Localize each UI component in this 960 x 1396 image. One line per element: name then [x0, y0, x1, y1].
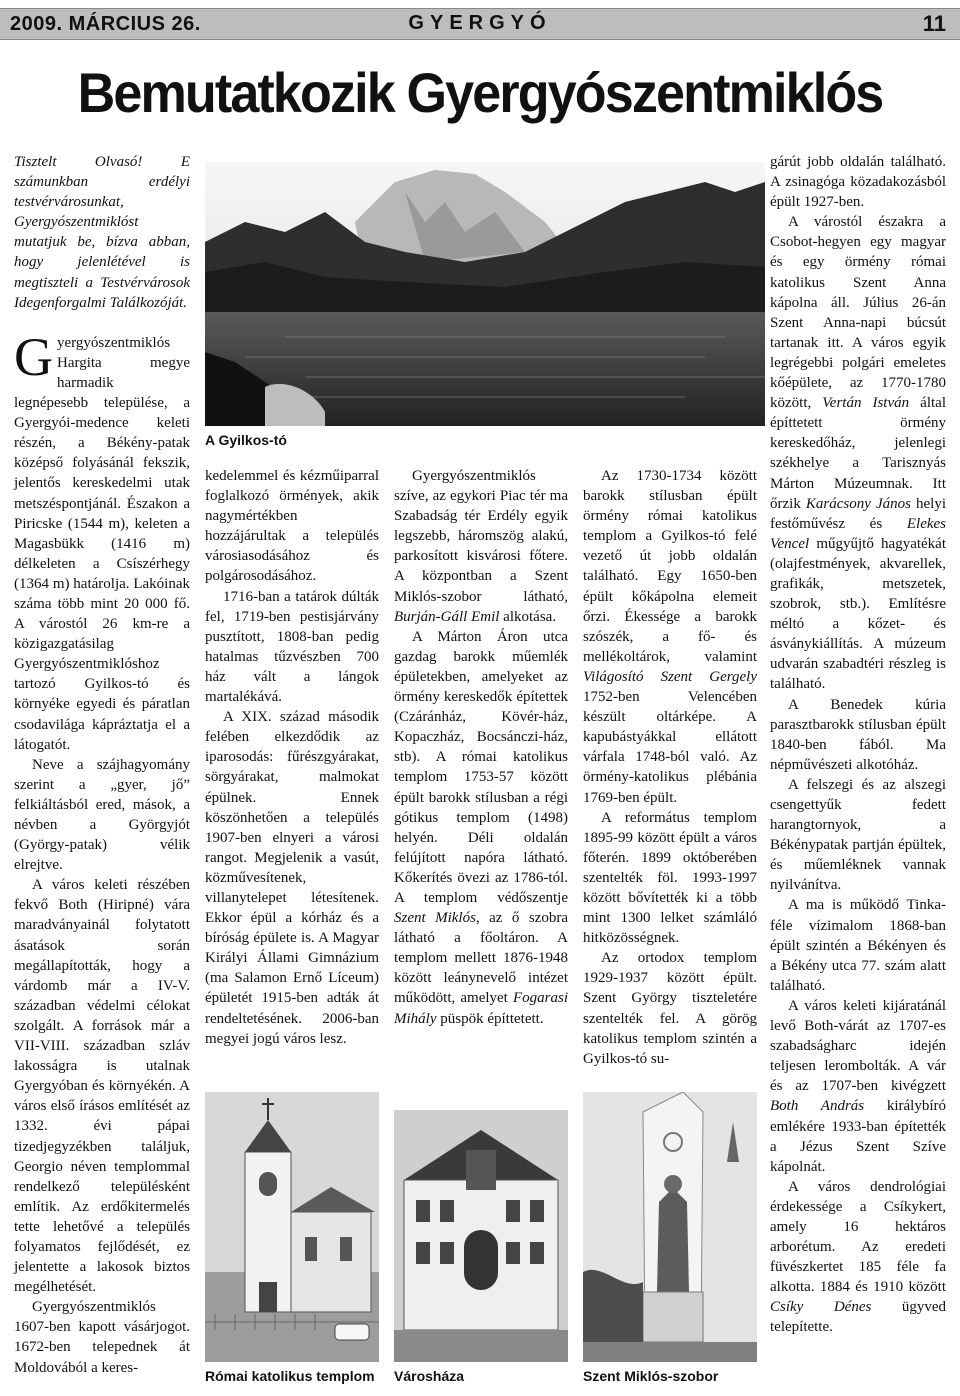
article-text: által építtetett örmény kereskedőház, jelenlegi székhelye a Tarisznyás Márton Múzeumnak. Itt őrzik [770, 395, 946, 512]
article-paragraph: A ma is működő Tinka-féle vízimalom 1868-ban épült szintén a Békényen és a Békény utca 77. szám alatt található. [770, 897, 946, 994]
article-text: püspök építtetett. [440, 1010, 544, 1027]
townhall-photo [394, 1110, 568, 1362]
page-header [0, 0, 960, 44]
article-text: , az ő szobra látható a főoltáron. A templom mellett 1876-1948 között leánynevelő intézet működött, amelyet [394, 910, 568, 1007]
church-photo-icon [205, 1092, 379, 1362]
person-name: Vertán István [822, 395, 910, 412]
article-paragraph: A Benedek kúria parasztbarokk stílusban épült 1840-ben fából. Ma népművészeti alkotóház. [770, 696, 946, 773]
statue-caption: Szent Miklós-szobor [583, 1368, 719, 1384]
townhall-photo-icon [394, 1110, 568, 1362]
page-number: 11 [922, 11, 946, 36]
church-photo [205, 1092, 379, 1362]
paper-name: GYERGYÓ [408, 12, 552, 34]
column-1 [14, 152, 190, 1378]
article-paragraph: 1716-ban a tatárok dúlták fel, 1719-ben pestisjárvány pusztított, 1808-ban pedig hatalmas tűzvészben 700 ház vált a lángok martalékává. [205, 588, 379, 706]
article-paragraph: A református templom 1895-99 között épült a város főterén. 1899 októberében szentelték föl. 1993-1997 között bővítették ki a több mint 1300 lelket számláló hitközösségnek. [583, 809, 757, 947]
article-text: alkotása. [503, 608, 557, 625]
headline: Bemutatkozik Gyergyószentmiklós [77, 61, 883, 124]
article-paragraph [770, 1177, 946, 1338]
column-5 [770, 152, 946, 1338]
article-paragraph: Az ortodox templom 1929-1937 között épült. Szent György tiszteletére szentelték fel. A görög katolikus templom szintén a Gyilkos-tó su- [583, 950, 757, 1067]
article-paragraph [394, 466, 568, 627]
column-2 [205, 466, 379, 1049]
person-name: Karácsony János [805, 495, 911, 512]
article-paragraph [14, 326, 190, 755]
lake-caption: A Gyilkos-tó [205, 432, 287, 448]
column-3 [394, 466, 568, 1029]
article-paragraph: A felszegi és az alszegi csengettyűk fedett harangtornyok, a Békénypatak partján épültek, és műemléknek vannak nyilvánítva. [770, 776, 946, 894]
person-name: Elekes Vencel [770, 515, 946, 552]
column-4 [583, 466, 757, 1069]
article-paragraph: kedelemmel és kézműiparral foglalkozó örmények, akik nagymértékben hozzájárultak a település városiasodásához és polgárosodásához. [205, 468, 379, 585]
article-paragraph: Neve a szájhagyomány szerint a „gyer, jő” felkiáltásból ered, mások, a névben a Györgyjót (György-patak) vélik elrejtve. [14, 756, 190, 874]
article-paragraph [770, 212, 946, 694]
article-text: ügyved telepítette. [770, 1299, 947, 1336]
issue-date: 2009. MÁRCIUS 26. [10, 13, 201, 35]
saint-name: Világosító Szent Gergely [583, 668, 757, 685]
article-paragraph [583, 466, 757, 808]
article-text: A város keleti kijáratánál levő Both-várát az 1707-es szabadságharc idején teljesen lerombolták. A vár és az 1707-ben kivégzett [770, 997, 946, 1095]
article-text: A város dendrológiai érdekessége a Csíkykert, amely 16 hektáros arborétum. Az eredeti füvészkertet 185 féle fa alkotta. 1884 és 1910 között [770, 1178, 946, 1296]
article-paragraph: A város keleti részében fekvő Both (Hiripné) vára maradványainál folytatott ásatások során megállapították, hogy a várdomb már a IV-V. században védelmi célokat szolgált. A források már a VII-VIII. században szláv lakosságra is utalnak Gyergyóban és környékén. A város első írásos említését az 1332. évi pápai tizedjegyzékben találjuk, Georgio néven templommal rendelkező településként említik. Az erdőkitermelés tette lehetővé a település folyamatos fejlődését, ez jelentette a lakosok biztos megélhetését. [14, 877, 190, 1296]
article-text: A Márton Áron utca gazdag barokk műemlék épületekben, amelyeket az örmény kereskedők építettek (Czáránház, Kövér-ház, Kopaczház, Bocsánczi-ház, stb). A római katolikus templom 1753-57 között épült barokk stílusban a régi gótikus templom (1498) helyén. Déli oldalán felújított napóra látható. Kőkerítés övezi az 1786-tól. A templom védőszentje [394, 628, 568, 906]
intro-text: Tisztelt Olvasó! E számunkban erdélyi testvérvárosunkat, Gyergyószentmiklóst mutatjuk be, bízva abban, hogy jelenlétével is megtiszteli a Testvérvárosok Idegenforgalmi Találkozóját. [14, 154, 190, 311]
townhall-caption: Városháza [394, 1368, 465, 1384]
person-name: Csíky Dénes [770, 1299, 872, 1316]
drop-cap: G [14, 326, 53, 387]
article-text: helyi festőművész és [770, 495, 947, 532]
saint-name: Szent Miklós [394, 910, 476, 927]
article-text: 1752-ben Velencében készült oltárképe. A kapubástyákkal ellátott várfala 1748-ból való. Az örmény-katolikus plébánia 1769-ben épült. [583, 689, 757, 806]
person-name: Burján-Gáll Emil [394, 608, 500, 625]
article-paragraph: A XIX. század második felében elkezdődik az iparosodás: fűrészgyárakat, sörgyárakat, malmokat épülnek. Ennek köszönhetően a település 1907-ben elnyeri a városi rangot. Megjelenik a vasút, közművesítenek, villanytelepet létesítenek. Ekkor épül a kórház és a bíróság épülete is. A Magyar Királyi Állami Gimnázium (ma Salamon Ernő Líceum) épületét 1915-ben adták át rendeltetésének. 2006-ban megyei jogú város lesz. [205, 709, 379, 1047]
statue-photo-icon [583, 1092, 757, 1362]
article-text: yergyószentmiklós Hargita megye harmadik legnépesebb települése, a Gyergyói-medence keleti részén, a Békény-patak középső folyásánál fekszik, jelentős kereskedelmi utak metszéspontjánál. Északon a Piricske (1544 m), keleten a Magasbükk (1416 m) délkeleten a Csíszérhegy (1364 m) határolja. Lakóinak száma több mint 20 000 fő. A várostól 26 km-re a közigazgatásilag Gyergyószentmiklóshoz tartozó Gyilkos-tó és környéke egyedi és páratlan csodavilága kápráztatja el a látogatót. [14, 334, 190, 753]
lake-photo-icon [205, 162, 765, 426]
article-paragraph [394, 627, 568, 1029]
article-paragraph [770, 996, 946, 1177]
article-text: A várostól északra a Csobot-hegyen egy magyar és egy örmény római katolikus Szent Anna kápolna áll. Július 26-án Szent Anna-napi búcsút tartanak itt. A város egyik legrégebbi polgári emeletes kőépülete, az 1770-1780 között, [770, 214, 946, 412]
article-text: királybíró emlékére 1933-ban építették a Jézus Szent Szíve kápolnát. [770, 1098, 946, 1175]
person-name: Fogarasi Mihály [394, 990, 568, 1027]
church-caption: Római katolikus templom [205, 1368, 375, 1384]
article-text: Gyergyószentmiklós szíve, az egykori Piac tér ma Szabadság tér Erdély egyik legszebb, háromszög alakú, parkosított kisvárosi főtere. A központban a Szent Miklós-szobor látható, [394, 468, 568, 605]
article-text: műgyűjtő hagyatékát (olajfestmények, akvarellek, grafikák, metszetek, szobrok, stb.). Említésre méltó a kőzet- és ásványkiállítás. A múzeum udvarán szabadtéri részleg is található. [770, 535, 947, 693]
statue-photo [583, 1092, 757, 1362]
article-paragraph: gárút jobb oldalán található. A zsinagóga közadakozásból épült 1927-ben. [770, 154, 946, 211]
article-text: Az 1730-1734 között barokk stílusban épült örmény római katolikus templom a Gyilkos-tó felé vezető út jobb oldalán található. Egy 1650-ben épült kőkápolna elemeit őrzi. Ékessége a barokk szószék, a fő- és mellékoltárok, valamint [583, 468, 757, 665]
lake-photo [205, 162, 765, 426]
person-name: Both András [770, 1098, 865, 1115]
article-paragraph: Gyergyószentmiklós 1607-ben kapott vásárjogot. 1672-ben telepednek át Moldovából a keres- [14, 1299, 190, 1376]
